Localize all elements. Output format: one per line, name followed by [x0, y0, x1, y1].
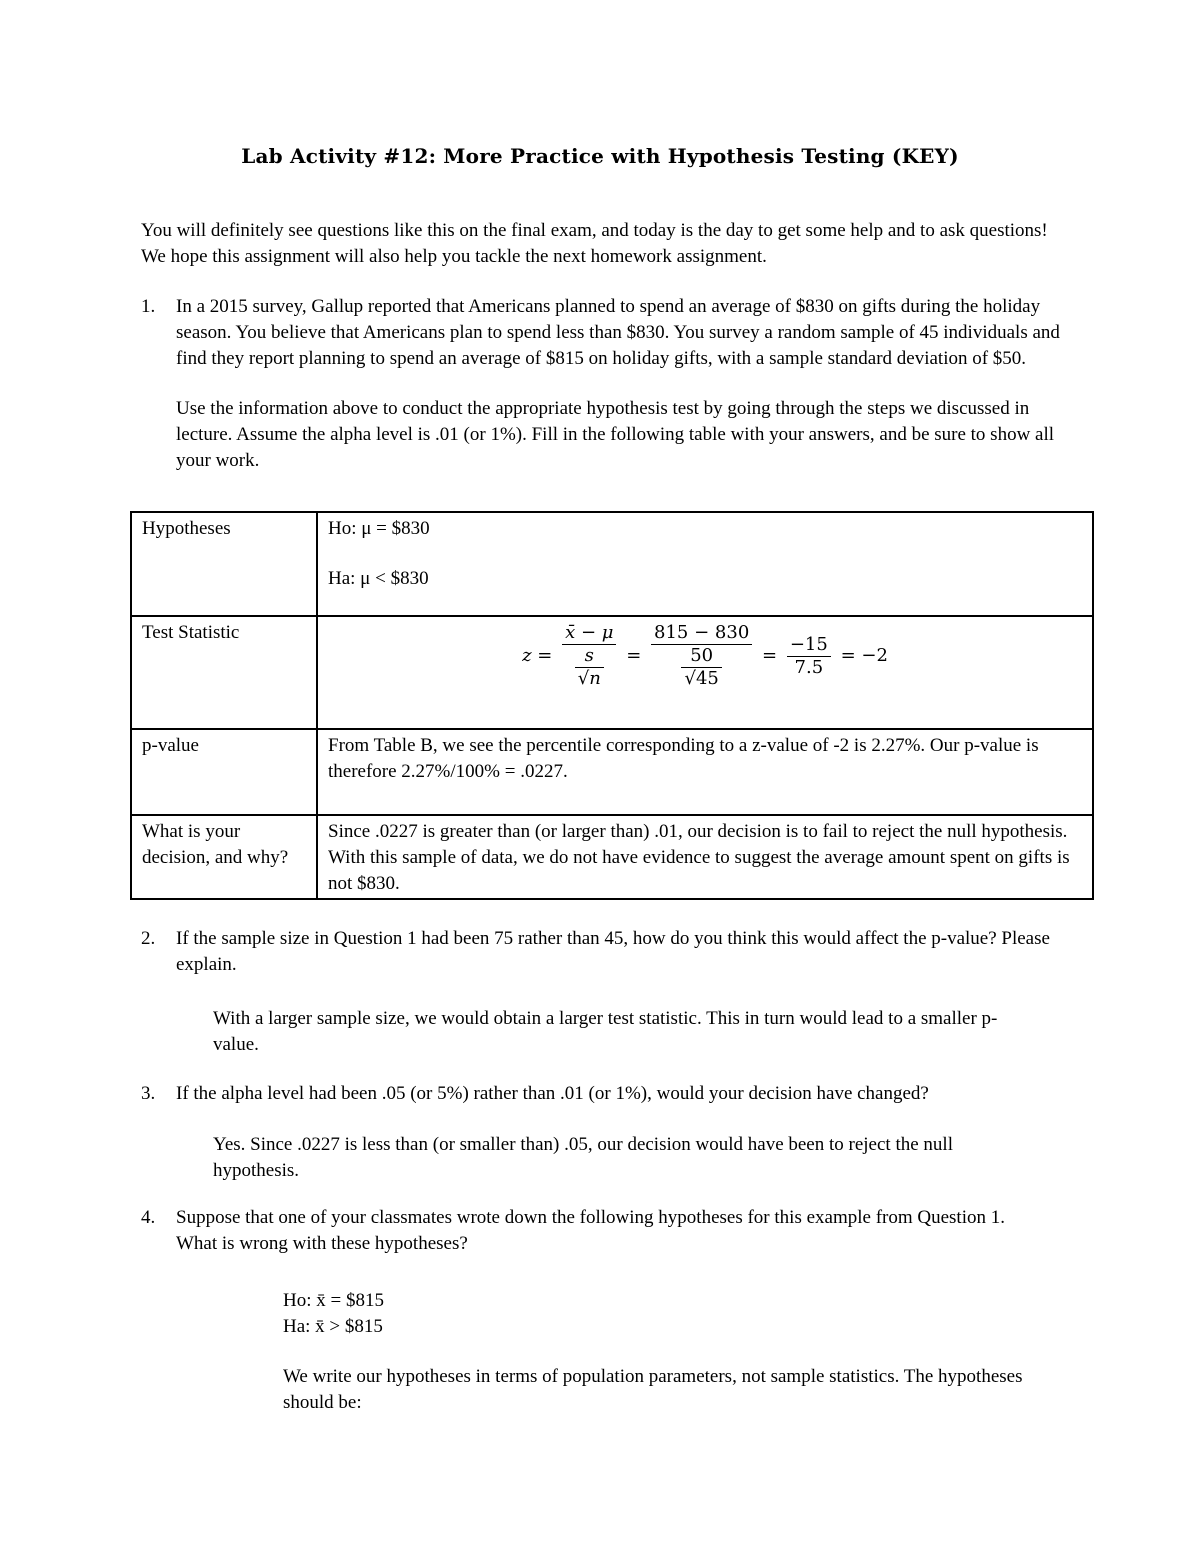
- wrong-null-hypothesis: Ho: x̄ = $815: [283, 1290, 384, 1311]
- fraction-inner: [681, 645, 721, 690]
- fraction-denominator: √n: [577, 668, 601, 689]
- fraction-substituted: [651, 622, 752, 690]
- formula-equals: =: [762, 645, 778, 666]
- fraction-denominator: [562, 645, 616, 690]
- fraction-denominator: √45: [684, 668, 719, 689]
- fraction-numerator: s: [575, 645, 604, 668]
- alternative-hypothesis: Ha: μ < $830: [328, 568, 429, 589]
- fraction-simplified: [787, 634, 831, 679]
- hypothesis-test-table: [130, 511, 1094, 900]
- hypotheses-label: Hypotheses: [131, 512, 317, 616]
- pvalue-label: p-value: [131, 729, 317, 815]
- question-answer: With a larger sample size, we would obtain a larger test statistic. This in turn would lead to a smaller p-value.: [213, 1008, 998, 1055]
- question-number: 1.: [141, 296, 156, 317]
- table-row: [131, 512, 1093, 616]
- question-answer: We write our hypotheses in terms of population parameters, not sample statistics. The hypotheses should be:: [283, 1366, 1023, 1413]
- formula-z: z =: [522, 645, 553, 666]
- fraction-denominator: 7.5: [794, 656, 824, 678]
- question-4: [141, 1205, 1081, 1257]
- table-row: [131, 729, 1093, 815]
- intro-paragraph: You will definitely see questions like this on the final exam, and today is the day to get some help and to ask questions! We hope this assignment will also help you tackle the next homework assignment.: [141, 220, 1048, 267]
- table-row: [131, 815, 1093, 899]
- pvalue-cell: From Table B, we see the percentile corresponding to a z-value of -2 is 2.27%. Our p-value is therefore 2.27%/100% = .0227.: [317, 729, 1093, 815]
- formula-equals: =: [626, 645, 642, 666]
- question-answer: Yes. Since .0227 is less than (or smaller than) .05, our decision would have been to reject the null hypothesis.: [213, 1134, 953, 1181]
- classmate-hypotheses: [283, 1288, 1083, 1416]
- test-statistic-label: Test Statistic: [131, 616, 317, 729]
- fraction-inner: [575, 645, 604, 690]
- fraction-numerator: −15: [787, 634, 831, 657]
- question-number: 3.: [141, 1083, 156, 1104]
- question-text: Suppose that one of your classmates wrote down the following hypotheses for this example from Question 1. What is wrong with these hypotheses?: [176, 1207, 1005, 1254]
- formula-result: = −2: [840, 645, 888, 666]
- wrong-alternative-hypothesis: Ha: x̄ > $815: [283, 1316, 383, 1337]
- question-3: [141, 1081, 1081, 1184]
- question-text: If the sample size in Question 1 had been 75 rather than 45, how do you think this would affect the p-value? Please explain.: [176, 928, 1050, 975]
- question-number: 2.: [141, 928, 156, 949]
- fraction-numerator: x̄ − μ: [562, 622, 616, 645]
- page-title: Lab Activity #12: More Practice with Hypothesis Testing (KEY): [241, 144, 959, 168]
- hypotheses-cell: [317, 512, 1093, 616]
- fraction-numerator: 815 − 830: [651, 622, 752, 645]
- question-number: 4.: [141, 1207, 156, 1228]
- question-text: If the alpha level had been .05 (or 5%) rather than .01 (or 1%), would your decision have changed?: [176, 1083, 929, 1104]
- question-text: In a 2015 survey, Gallup reported that Americans planned to spend an average of $830 on gifts during the holiday season. You believe that Americans plan to spend less than $830. You survey a random sample of 45 individuals and find they report planning to spend an average of $815 on holiday gifts, with a sample standard deviation of $50.: [176, 296, 1060, 369]
- question-instructions: Use the information above to conduct the appropriate hypothesis test by going through the steps we discussed in lecture. Assume the alpha level is .01 (or 1%). Fill in the following table with your answers, and be sure to show all your work.: [176, 398, 1055, 471]
- decision-label: What is your decision, and why?: [131, 815, 317, 899]
- fraction-general: [562, 622, 616, 690]
- fraction-denominator: [651, 645, 752, 690]
- question-2: [141, 926, 1081, 1058]
- test-statistic-cell: [317, 616, 1093, 729]
- question-1: [141, 294, 1081, 474]
- decision-cell: Since .0227 is greater than (or larger than) .01, our decision is to fail to reject the null hypothesis. With this sample of data, we do not have evidence to suggest the average amount spent on gifts is not $830.: [317, 815, 1093, 899]
- table-row: [131, 616, 1093, 729]
- test-statistic-formula: [328, 620, 1082, 690]
- null-hypothesis: Ho: μ = $830: [328, 518, 430, 539]
- fraction-numerator: 50: [681, 645, 721, 668]
